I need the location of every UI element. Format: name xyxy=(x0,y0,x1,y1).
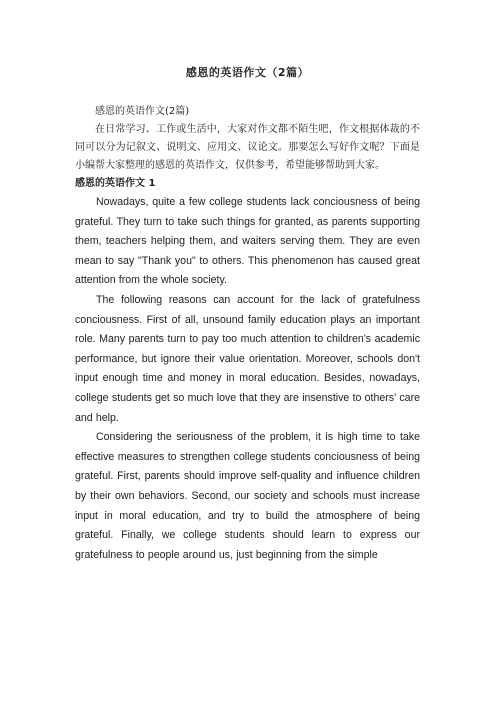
document-title: 感恩的英语作文（2篇） xyxy=(185,66,310,79)
essay-paragraph-1: Nowadays, quite a few college students lack conciousness of being grateful. They turn to take such things for granted, as parents supporting them, teachers helping them, and waiters serving them. They are even mean to say "Thank you" to others. This phenomenon has caused great attention from the whole society. xyxy=(75,196,420,287)
intro-paragraph: 在日常学习、工作或生活中，大家对作文都不陌生吧，作文根据体裁的不同可以分为记叙文、说明文、应用文、议论文。那要怎么写好作文呢？下面是小编帮大家整理的感恩的英语作文，仅供参考，希望能够帮助到大家。 xyxy=(75,124,420,171)
section-heading: 感恩的英语作文 1 xyxy=(75,178,156,189)
essay-paragraph-2: The following reasons can account for the lack of gratefulness conciousness. First of all, unsound family education plays an important role. Many parents turn to pay too much attention to children's academic performance, but ignore their value orientation. Moreover, schools don't input enough time and money in moral education. Besides, nowadays, college students get so much love that they are insenstive to others' care and help. xyxy=(75,293,420,424)
document-subtitle: 感恩的英语作文(2篇) xyxy=(95,106,190,117)
essay-paragraph-3: Considering the seriousness of the problem, it is high time to take effective measures to strengthen college students conciousness of being grateful. First, parents should improve self-quality and influence children by their own behaviors. Second, our society and schools must increase input in moral education, and try to build the atmosphere of being grateful. Finally, we college students should learn to express our gratefulness to people around us, just beginning from the simple xyxy=(75,431,420,561)
